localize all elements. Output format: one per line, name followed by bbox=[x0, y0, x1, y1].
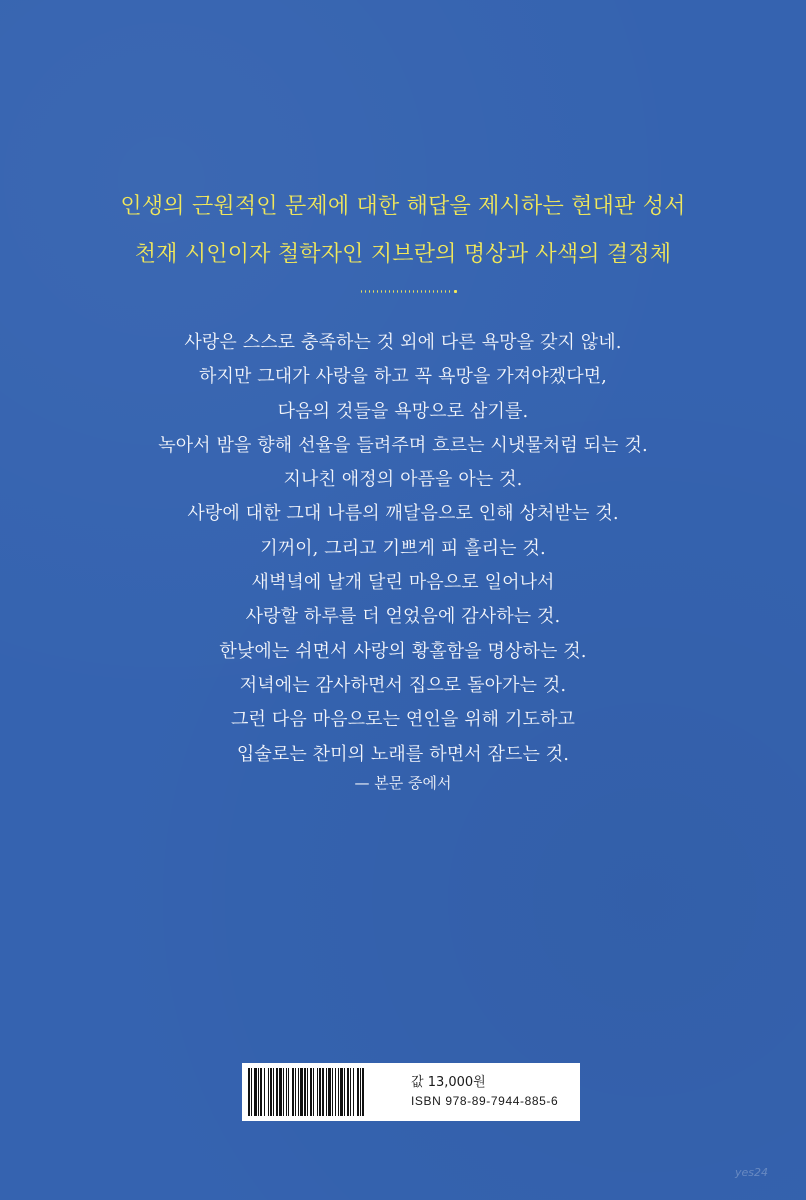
barcode-icon bbox=[247, 1068, 405, 1116]
poem-line: 사랑은 스스로 충족하는 것 외에 다른 욕망을 갖지 않네. bbox=[184, 332, 622, 353]
tagline bbox=[0, 183, 806, 279]
isbn: ISBN 978-89-7944-885-6 bbox=[411, 1094, 559, 1108]
poem-line: 새벽녘에 날개 달린 마음으로 일어나서 bbox=[251, 572, 555, 594]
barcode-label bbox=[242, 1063, 580, 1121]
poem-line: 지나친 애정의 아픔을 아는 것. bbox=[283, 469, 523, 491]
poem-line: 한낮에는 쉬면서 사랑의 황홀함을 명상하는 것. bbox=[219, 640, 587, 662]
tagline-line: 인생의 근원적인 문제에 대한 해답을 제시하는 현대판 성서 bbox=[120, 194, 686, 219]
excerpt-source: — 본문 중에서 bbox=[354, 774, 452, 792]
poem-line: 입술로는 찬미의 노래를 하면서 잠드는 것. bbox=[236, 743, 570, 765]
watermark: yes24 bbox=[735, 1166, 769, 1179]
poem-line: 그런 다음 마음으로는 연인을 위해 기도하고 bbox=[231, 709, 575, 731]
dotted-divider bbox=[361, 289, 457, 293]
poem-line: 사랑에 대한 그대 나름의 깨달음으로 인해 상처받는 것. bbox=[187, 503, 619, 525]
price: 값 13,000원 bbox=[411, 1075, 486, 1090]
poem-line: 저녁에는 감사하면서 집으로 돌아가는 것. bbox=[239, 674, 567, 696]
poem-line: 녹아서 밤을 향해 선율을 들려주며 흐르는 시냇물처럼 되는 것. bbox=[158, 434, 648, 456]
poem-line: 사랑할 하루를 더 얻었음에 감사하는 것. bbox=[245, 606, 561, 628]
poem-line: 다음의 것들을 욕망으로 삼기를. bbox=[277, 400, 529, 422]
poem-line: 기꺼이, 그리고 기쁘게 피 흘리는 것. bbox=[260, 537, 546, 559]
poem-line: 하지만 그대가 사랑을 하고 꼭 욕망을 가져야겠다면, bbox=[199, 366, 607, 388]
tagline-line: 천재 시인이자 철학자인 지브란의 명상과 사색의 결정체 bbox=[134, 242, 672, 267]
poem-excerpt bbox=[0, 326, 806, 772]
